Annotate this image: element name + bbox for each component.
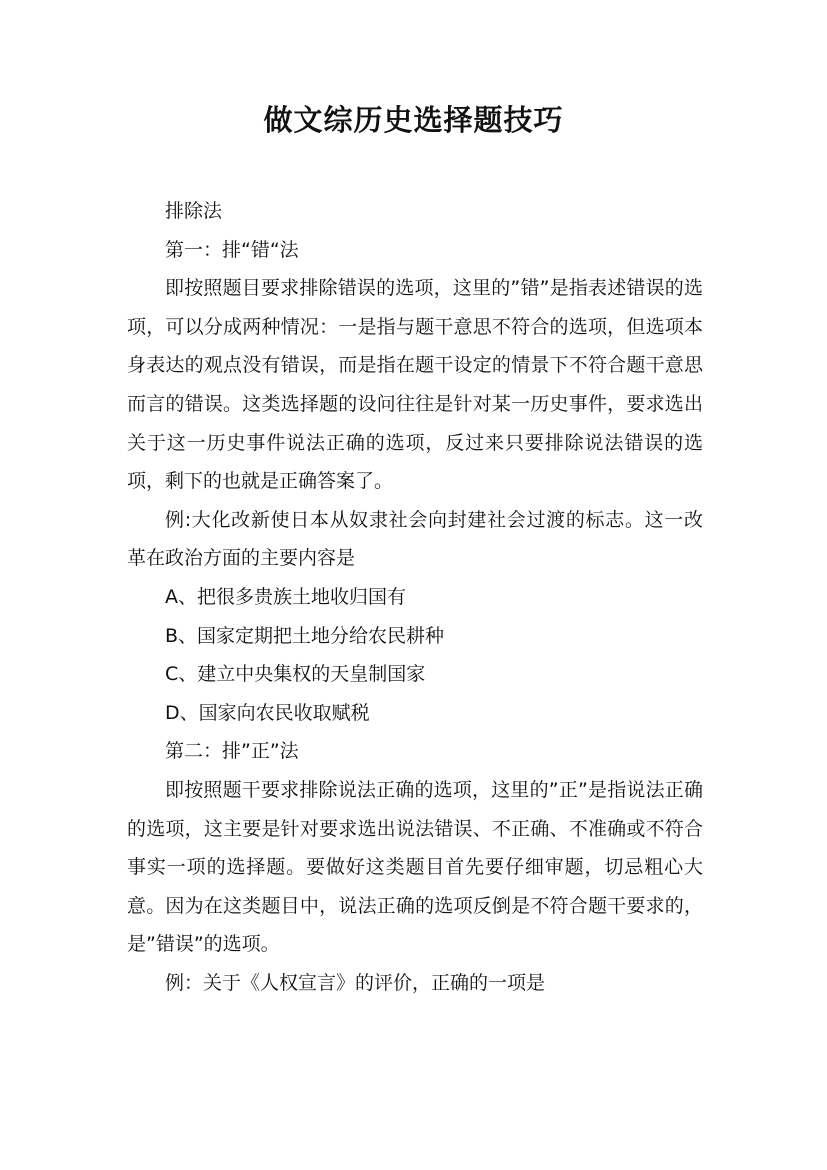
method-explanation-2: 即按照题干要求排除说法正确的选项，这里的”正”是指说法正确的选项，这主要是针对要求选出说法错误、不正确、不准确或不符合事实一项的选择题。要做好这类题目首先要仔细审题，切忌粗心大意。因为在这类题目中，说法正确的选项反倒是不符合题干要求的，是”错误”的选项。 (127, 778, 703, 956)
document-body (127, 192, 703, 1002)
example-question-1: 例:大化改新使日本从奴隶社会向封建社会过渡的标志。这一改革在政治方面的主要内容是 (127, 508, 703, 570)
option-b: B、国家定期把土地分给农民耕种 (165, 624, 445, 647)
option-d: D、国家向农民收取赋税 (165, 701, 370, 724)
document-title: 做文综历史选择题技巧 (263, 103, 564, 137)
method-heading-1: 第一：排“错“法 (165, 238, 299, 261)
option-a: A、把很多贵族土地收归国有 (165, 585, 406, 608)
method-heading-2: 第二：排”正”法 (165, 740, 299, 763)
option-c: C、建立中央集权的天皇制国家 (165, 663, 426, 686)
example-question-2: 例：关于《人权宣言》的评价，正确的一项是 (165, 971, 546, 994)
method-explanation-1: 即按照题目要求排除错误的选项，这里的”错”是指表述错误的选项，可以分成两种情况：一是指与题干意思不符合的选项，但选项本身表达的观点没有错误，而是指在题干设定的情景下不符合题干意思而言的错误。这类选择题的设问往往是针对某一历史事件，要求选出关于这一历史事件说法正确的选项，反过来只要排除说法错误的选项，剩下的也就是正确答案了。 (127, 277, 703, 493)
section-heading-exclusion: 排除法 (165, 200, 223, 222)
